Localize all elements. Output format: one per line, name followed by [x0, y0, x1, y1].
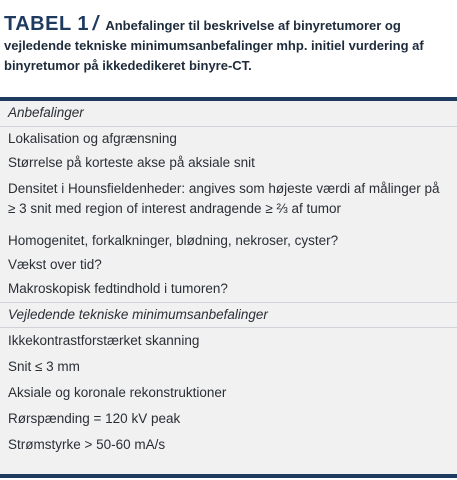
- table-row: Snit ≤ 3 mm: [8, 359, 80, 374]
- table-row: Aksiale og koronale rekonstruktioner: [8, 385, 227, 400]
- table-caption-text: Anbefalinger til beskrivelse af binyretumorer og vejledende tekniske minimumsanbefalinger mhp. initiel vurdering af binyretumor på ikkededikeret binyre-CT.: [4, 18, 424, 73]
- caption-slash: /: [92, 13, 99, 35]
- table-number-label: TABEL 1: [4, 13, 89, 35]
- section-divider: [0, 302, 457, 303]
- table-row: Densitet i Hounsfieldenheder: angives som højeste værdi af målinger på ≥ 3 snit med region of interest andragende ≥ ⅔ af tumor: [8, 181, 440, 216]
- table-row: Makroskopisk fedtindhold i tumoren?: [8, 281, 228, 296]
- table-row: Ikkekontrastforstærket skanning: [8, 333, 200, 348]
- table-caption: [4, 14, 456, 76]
- table-row: Størrelse på korteste akse på aksiale snit: [8, 155, 255, 170]
- recommendations-table: [0, 101, 457, 474]
- section-divider: [0, 126, 457, 127]
- section-heading-anbefalinger: Anbefalinger: [8, 105, 84, 120]
- table-row: Rørspænding = 120 kV peak: [8, 411, 181, 426]
- table-row: Strømstyrke > 50-60 mA/s: [8, 437, 166, 452]
- table-row: Vækst over tid?: [8, 257, 102, 272]
- table-bottom-rule: [0, 474, 457, 478]
- section-heading-vejledende: Vejledende tekniske minimumsanbefalinger: [8, 307, 268, 322]
- table-row: Homogenitet, forkalkninger, blødning, nekroser, cyster?: [8, 233, 339, 248]
- section-divider: [0, 327, 457, 328]
- table-row: Lokalisation og afgrænsning: [8, 131, 177, 146]
